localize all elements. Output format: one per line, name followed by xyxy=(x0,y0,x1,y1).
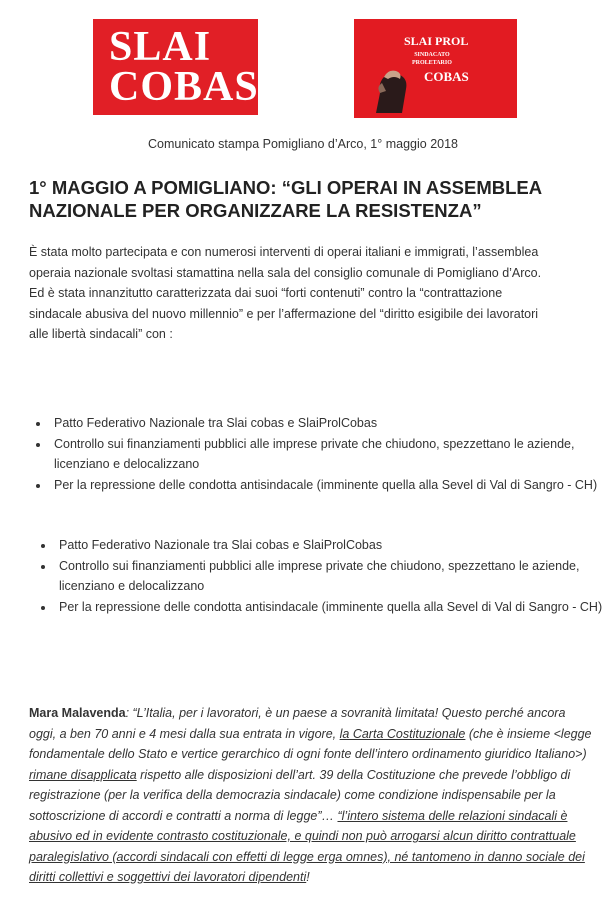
list-item: • Controllo sui finanziamenti pubblici alle imprese private che chiudono, spezzettano le aziende, licenziano e delocalizzano xyxy=(50,434,600,475)
logo-right-subtitle-b: PROLETARIO xyxy=(412,60,452,66)
slai-cobas-logo xyxy=(93,19,258,115)
raised-fist-icon xyxy=(370,63,414,115)
press-release-dateline: Comunicato stampa Pomigliano d’Arco, 1° maggio 2018 xyxy=(147,137,459,151)
slai-prol-cobas-logo xyxy=(354,19,517,118)
demands-list xyxy=(30,413,600,495)
quote-part: (che è insieme <legge fondamentale dello Stato e vertice gerarchico di ogni fonte dell’intero ordinamento giuridico Italiano>) xyxy=(29,726,592,761)
quote-part: ! xyxy=(306,870,310,884)
headline-line1: 1° MAGGIO A POMIGLIANO: “GLI OPERAI IN ASSEMBLEA xyxy=(29,177,543,198)
quote-underlined: rimane disapplicata xyxy=(29,767,137,782)
logo-left-line1: SLAI xyxy=(109,24,212,70)
logo-right-line1: SLAI PROL xyxy=(404,34,469,48)
intro-paragraph xyxy=(29,242,595,345)
logo-right-subtitle xyxy=(412,51,452,67)
quote-speaker: Mara Malavenda xyxy=(29,706,126,720)
demands-list-repeat xyxy=(35,535,603,617)
page-title xyxy=(29,176,589,222)
intro-line: sindacale abusiva del nuovo millennio” e per l’affermazione del “diritto esigibile dei lavoratori xyxy=(29,306,539,321)
intro-line: Ed è stata innanzitutto caratterizzata dai suoi “forti contenuti” contro la “contrattazione xyxy=(29,286,503,300)
intro-line: operaia nazionale svoltasi stamattina nella sala del consiglio comunale di Pomigliano d’Arco. xyxy=(29,265,542,280)
quote-part: : “L’Italia, per i lavoratori, è un paese a sovranità limitata! Questo perché ancora oggi, a ben 70 anni e 4 mesi dalla sua entrata in vigore, xyxy=(29,706,566,741)
logo-right-subtitle-a: SINDACATO xyxy=(414,52,450,58)
list-item: • Per la repressione delle condotta antisindacale (imminente quella alla Sevel di Val di Sangro - CH) xyxy=(55,597,603,618)
logo-left-line2: COBAS xyxy=(109,64,259,110)
quote-underlined: “l’intero sistema delle relazioni sindacali è abusivo ed in evidente contrasto costituzionale, e quindi non può arrogarsi alcun diritto contrattuale paralegislativo (accordi sindacali con effetti di legge erga omnes), né tantomeno in danno sociale dei diritti collettivi e soggettivi dei lavoratori dipendenti xyxy=(29,808,585,884)
quote-part: rispetto alle disposizioni dell’art. 39 della Costituzione che prevede l’obbligo di registrazione (per la verifica della democrazia sindacale) come condizione indispensabile per la sottoscrizione di accordi e contratti a norma di legge”… xyxy=(29,767,571,823)
list-item: • Patto Federativo Nazionale tra Slai cobas e SlaiProlCobas xyxy=(50,413,600,434)
intro-line: È stata molto partecipata e con numerosi interventi di operai italiani e immigrati, l’assemblea xyxy=(29,245,539,259)
logo-right-line3: COBAS xyxy=(424,69,469,84)
quote-underlined: la Carta Costituzionale xyxy=(339,726,466,741)
quote-text xyxy=(29,706,592,884)
list-item: • Patto Federativo Nazionale tra Slai cobas e SlaiProlCobas xyxy=(55,535,603,556)
list-item: • Controllo sui finanziamenti pubblici alle imprese private che chiudono, spezzettano le aziende, licenziano e delocalizzano xyxy=(55,556,603,597)
quote-paragraph xyxy=(29,703,595,888)
list-item: • Per la repressione delle condotta antisindacale (imminente quella alla Sevel di Val di Sangro - CH) xyxy=(50,475,600,496)
intro-line: alle libertà sindacali” con : xyxy=(29,327,173,341)
headline-line2: NAZIONALE PER ORGANIZZARE LA RESISTENZA” xyxy=(29,200,482,221)
